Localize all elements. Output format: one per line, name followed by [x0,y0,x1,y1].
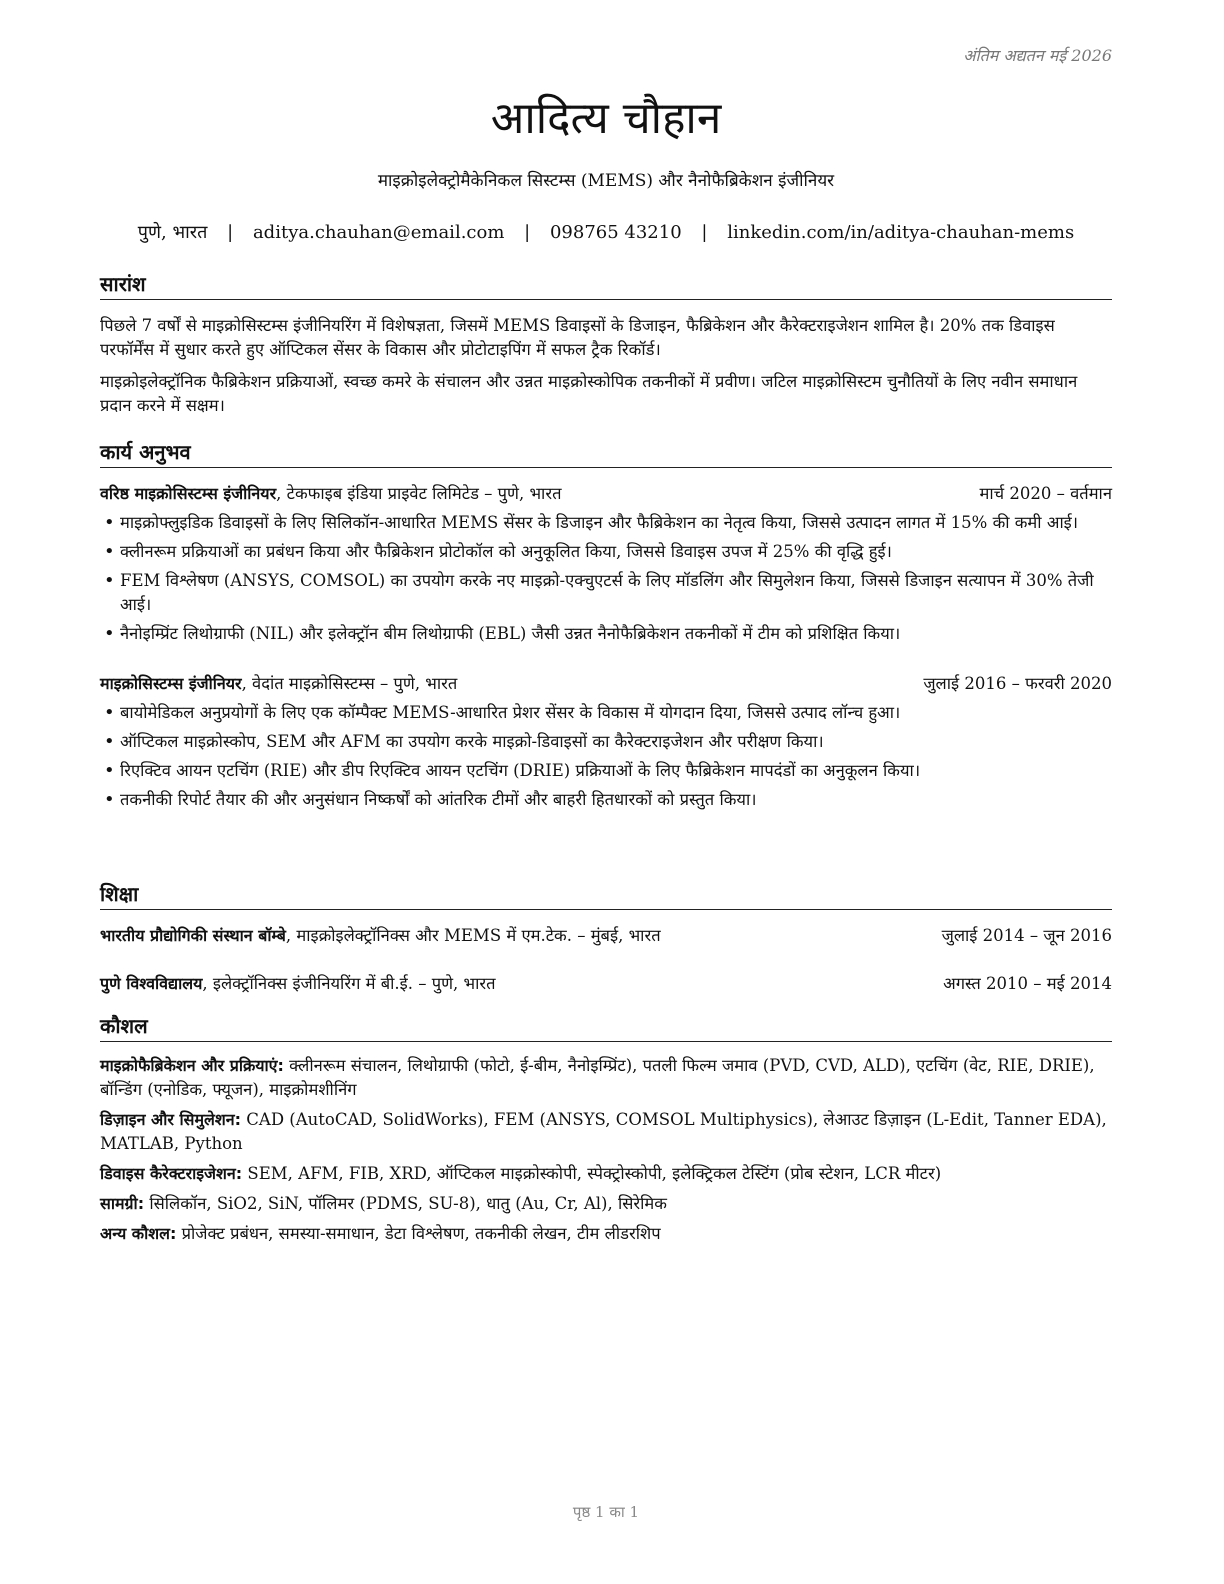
section-heading-skills: कौशल [100,1012,1112,1042]
job-role: माइक्रोसिस्टम्स इंजीनियर [100,674,242,693]
skill-row [100,1054,1112,1102]
education-school: पुणे विश्वविद्यालय [100,974,203,993]
job-bullet: • क्लीनरूम प्रक्रियाओं का प्रबंधन किया और फैब्रिकेशन प्रोटोकॉल को अनुकूलित किया, जिससे डिवाइस उपज में 25% की वृद्धि हुई। [100,540,1112,564]
job-bullet: • माइक्रोफ्लुइडिक डिवाइसों के लिए सिलिकॉन-आधारित MEMS सेंसर के डिजाइन और फैब्रिकेशन का नेतृत्व किया, जिससे उत्पादन लागत में 15% की कमी आई। [100,511,1112,535]
contact-line [100,220,1112,244]
job-org: , टेकफाइब इंडिया प्राइवेट लिमिटेड – पुणे, भारत [276,484,562,503]
candidate-name: आदित्य चौहान [490,93,722,144]
skill-label: डिज़ाइन और सिमुलेशन: [100,1110,242,1129]
candidate-title: माइक्रोइलेक्ट्रोमैकेनिकल सिस्टम्स (MEMS) और नैनोफैब्रिकेशन इंजीनियर [377,171,835,191]
job-header [100,482,1112,506]
job-bullet: • FEM विश्लेषण (ANSYS, COMSOL) का उपयोग करके नए माइक्रो-एक्चुएटर्स के लिए मॉडलिंग और सिमुलेशन किया, जिससे डिजाइन सत्यापन में 30% तेजी आई। [100,569,1112,617]
section-heading-education: शिक्षा [100,880,1112,910]
summary-paragraph: माइक्रोइलेक्ट्रॉनिक फैब्रिकेशन प्रक्रियाओं, स्वच्छ कमरे के संचालन और उन्नत माइक्रोस्कोपिक तकनीकों में प्रवीण। जटिल माइक्रोसिस्टम चुनौतियों के लिए नवीन समाधान प्रदान करने में सक्षम। [100,372,1078,415]
page-number: पृष्ठ 1 का 1 [572,1503,640,1521]
education-section [100,880,1112,996]
skill-label: सामग्री: [100,1194,145,1213]
job-bullet: • नैनोइम्प्रिंट लिथोग्राफी (NIL) और इलेक्ट्रॉन बीम लिथोग्राफी (EBL) जैसी उन्नत नैनोफैब्रिकेशन तकनीकों में टीम को प्रशिक्षित किया। [100,622,1112,646]
job-header [100,672,1112,696]
resume-page [100,0,1112,1584]
skill-value: CAD (AutoCAD, SolidWorks), FEM (ANSYS, COMSOL Multiphysics), लेआउट डिज़ाइन (L-Edit, Tanner EDA), MATLAB, Python [100,1110,1107,1153]
skill-label: डिवाइस कैरेक्टराइजेशन: [100,1164,243,1183]
skill-value: सिलिकॉन, SiO2, SiN, पॉलिमर (PDMS, SU-8), धातु (Au, Cr, Al), सिरेमिक [144,1194,667,1213]
contact-phone: 098765 43210 [549,222,682,243]
education-degree: , इलेक्ट्रॉनिक्स इंजीनियरिंग में बी.ई. – पुणे, भारत [202,974,496,993]
skill-value: क्लीनरूम संचालन, लिथोग्राफी (फोटो, ई-बीम, नैनोइम्प्रिंट), पतली फिल्म जमाव (PVD, CVD, ALD), एटचिंग (वेट, RIE, DRIE), बॉन्डिंग (एनोडिक, फ्यूजन), माइक्रोमशीनिंग [100,1056,1095,1099]
job-dates: जुलाई 2016 – फरवरी 2020 [923,674,1112,693]
contact-separator: | [524,222,531,243]
section-heading-experience: कार्य अनुभव [100,438,1112,468]
last-updated: अंतिम अद्यतन मई 2026 [963,46,1112,65]
education-degree: , माइक्रोइलेक्ट्रॉनिक्स और MEMS में एम.टेक. – मुंबई, भारत [285,926,661,945]
summary-paragraph: पिछले 7 वर्षों से माइक्रोसिस्टम्स इंजीनियरिंग में विशेषज्ञता, जिसमें MEMS डिवाइसों के डिजाइन, फैब्रिकेशन और कैरेक्टराइजेशन शामिल है। 20% तक डिवाइस परफॉर्मेंस में सुधार करते हुए ऑप्टिकल सेंसर के विकास और प्रोटोटाइपिंग में सफल ट्रैक रिकॉर्ड। [100,316,1055,359]
education-dates: जुलाई 2014 – जून 2016 [941,926,1112,945]
education-entry [100,924,1112,948]
contact-email[interactable]: aditya.chauhan@email.com [252,222,505,243]
contact-location: पुणे, भारत [137,222,208,243]
job-org: , वेदांत माइक्रोसिस्टम्स – पुणे, भारत [241,674,458,693]
job-title-line [100,482,561,506]
section-heading-summary: सारांश [100,270,1112,300]
education-line [100,924,661,948]
job-bullet: • तकनीकी रिपोर्ट तैयार की और अनुसंधान निष्कर्षों को आंतरिक टीमों और बाहरी हितधारकों को प्रस्तुत किया। [100,788,1112,812]
job-bullets [100,511,1112,646]
skill-row [100,1108,1112,1156]
skill-label: माइक्रोफैब्रिकेशन और प्रक्रियाएं: [100,1056,284,1075]
job-dates: मार्च 2020 – वर्तमान [979,484,1112,503]
skill-label: अन्य कौशल: [100,1224,177,1243]
job-title-line [100,672,457,696]
experience-section [100,438,1112,812]
job-bullet: • बायोमेडिकल अनुप्रयोगों के लिए एक कॉम्पैक्ट MEMS-आधारित प्रेशर सेंसर के विकास में योगदान दिया, जिससे उत्पाद लॉन्च हुआ। [100,701,1112,725]
skill-row [100,1162,1112,1186]
education-school: भारतीय प्रौद्योगिकी संस्थान बॉम्बे [100,926,286,945]
education-entry [100,972,1112,996]
job-role: वरिष्ठ माइक्रोसिस्टम्स इंजीनियर [100,484,277,503]
summary-section [100,270,1112,418]
skills-section [100,1012,1112,1246]
contact-linkedin[interactable]: linkedin.com/in/aditya-chauhan-mems [727,222,1075,243]
job-bullet: • ऑप्टिकल माइक्रोस्कोप, SEM और AFM का उपयोग करके माइक्रो-डिवाइसों का कैरेक्टराइजेशन और परीक्षण किया। [100,730,1112,754]
skill-row [100,1192,1112,1216]
skill-value: प्रोजेक्ट प्रबंधन, समस्या-समाधान, डेटा विश्लेषण, तकनीकी लेखन, टीम लीडरशिप [176,1224,661,1243]
job-bullets [100,701,1112,812]
education-line [100,972,496,996]
job-entry [100,672,1112,812]
contact-separator: | [227,222,234,243]
job-entry [100,482,1112,646]
contact-separator: | [701,222,708,243]
education-dates: अगस्त 2010 – मई 2014 [943,974,1112,993]
skill-row [100,1222,1112,1246]
job-bullet: • रिएक्टिव आयन एटचिंग (RIE) और डीप रिएक्टिव आयन एटचिंग (DRIE) प्रक्रियाओं के लिए फैब्रिकेशन मापदंडों का अनुकूलन किया। [100,759,1112,783]
skill-value: SEM, AFM, FIB, XRD, ऑप्टिकल माइक्रोस्कोपी, स्पेक्ट्रोस्कोपी, इलेक्ट्रिकल टेस्टिंग (प्रोब स्टेशन, LCR मीटर) [242,1164,942,1183]
